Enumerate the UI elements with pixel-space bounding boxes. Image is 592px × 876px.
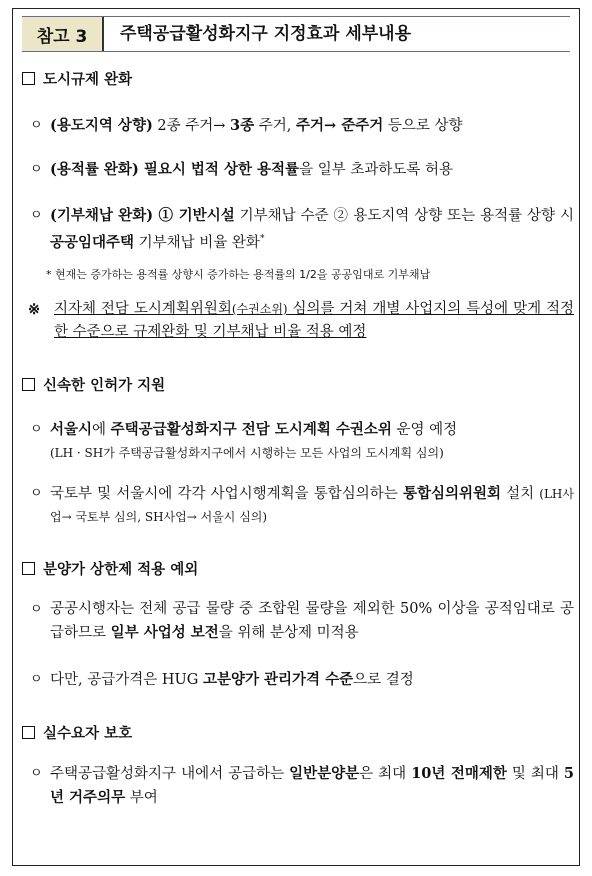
list-item bbox=[30, 762, 574, 810]
footnote-marker: * bbox=[259, 234, 265, 244]
text: 을 일부 초과하도록 허용 bbox=[299, 162, 453, 178]
text: 에 bbox=[92, 422, 111, 438]
bullet-circle-icon: ㅇ bbox=[30, 208, 43, 223]
text: 부여 bbox=[125, 790, 158, 806]
list-item bbox=[30, 204, 574, 255]
checkbox-square-icon bbox=[22, 378, 35, 391]
text: 국토부 및 서울시에 각각 사업시행계획을 통합심의하는 bbox=[50, 486, 403, 502]
footnote: * 현재는 증가하는 용적률 상향시 증가하는 용적률의 1/2을 공공임대로 기부채납 bbox=[46, 268, 431, 281]
text: 기부채납 수준 ② 용도지역 상향 또는 용적률 상향 시 bbox=[234, 208, 574, 224]
reference-note bbox=[28, 298, 574, 344]
text-bold: 통합심의위원회 bbox=[402, 485, 501, 502]
title-badge: 참고 3 bbox=[22, 17, 104, 51]
reference-mark-icon: ※ bbox=[28, 301, 41, 318]
text: 을 위해 분상제 미적용 bbox=[218, 625, 359, 641]
text-small: (LH · SH가 주택공급활성화지구에서 시행하는 모든 사업의 도시계획 심의) bbox=[50, 446, 444, 460]
checkbox-square-icon bbox=[22, 562, 35, 575]
checkbox-square-icon bbox=[22, 726, 35, 739]
page-title: 주택공급활성화지구 지정효과 세부내용 bbox=[120, 24, 412, 44]
text-bold: (용도지역 상향) bbox=[50, 117, 153, 134]
bullet-circle-icon: ㅇ bbox=[30, 766, 43, 781]
text: 2종 주거→ bbox=[152, 118, 231, 134]
text-bold: (기부채납 완화) ① 기반시설 bbox=[50, 207, 235, 224]
text-bold: 3종 bbox=[230, 117, 255, 134]
text: 기부채납 비율 완화 bbox=[134, 234, 260, 251]
text-bold: 서울시 bbox=[50, 421, 93, 438]
text-bold: 10년 전매제한 bbox=[411, 765, 507, 782]
text-bold: 일반분양분 bbox=[289, 765, 360, 782]
text: 지자체 전담 도시계획위원회 bbox=[54, 301, 232, 317]
section-label: 도시규제 완화 bbox=[43, 72, 133, 88]
bullet-circle-icon: ㅇ bbox=[30, 422, 43, 437]
text: 심의를 거쳐 개별 사업지의 특성에 맞게 적정한 수준으로 규제완화 및 기부채납 비율 적용 예정 bbox=[54, 301, 574, 340]
section-heading-4 bbox=[22, 722, 132, 743]
text-bold: 주택공급활성화지구 전담 도시계획 수권소위 bbox=[110, 421, 392, 438]
section-heading-3 bbox=[22, 558, 198, 579]
checkbox-square-icon bbox=[22, 72, 35, 85]
bullet-circle-icon: ㅇ bbox=[30, 118, 43, 133]
text-bold: 주거→ 준주거 bbox=[296, 117, 384, 134]
text-bold: 일부 사업성 보전 bbox=[110, 624, 219, 641]
text: 주택공급활성화지구 내에서 공급하는 bbox=[50, 766, 290, 782]
title-bar bbox=[22, 16, 570, 52]
section-heading-1 bbox=[22, 68, 132, 89]
text-small: (수권소위) bbox=[231, 302, 288, 316]
text-small: (LH사업→ 국토부 심의, SH사업→ 서울시 심의) bbox=[50, 487, 574, 524]
bullet-circle-icon: ㅇ bbox=[30, 602, 43, 617]
bullet-circle-icon: ㅇ bbox=[30, 162, 43, 177]
list-item bbox=[30, 114, 574, 138]
text-bold: (용적률 완화) 필요시 법적 상한 용적률 bbox=[50, 161, 300, 178]
section-heading-2 bbox=[22, 374, 165, 395]
text: 운영 예정 bbox=[391, 422, 458, 438]
text-bold: 5년 거주의무 bbox=[50, 765, 574, 806]
list-item bbox=[30, 418, 574, 465]
section-label: 신속한 인허가 지원 bbox=[43, 378, 166, 394]
text: 다만, 공급가격은 HUG bbox=[50, 672, 203, 688]
text-bold: 고분양가 관리가격 수준 bbox=[202, 671, 354, 688]
text: 설치 bbox=[501, 486, 540, 502]
text: 등으로 상향 bbox=[383, 118, 463, 134]
text-bold: 공공임대주택 bbox=[50, 233, 135, 251]
list-item bbox=[30, 668, 574, 692]
section-label: 실수요자 보호 bbox=[43, 726, 133, 742]
bullet-circle-icon: ㅇ bbox=[30, 486, 43, 501]
text: 은 최대 bbox=[359, 766, 412, 782]
section-label: 분양가 상한제 적용 예외 bbox=[43, 562, 199, 578]
list-item bbox=[30, 158, 574, 182]
text: 공공시행자는 전체 공급 물량 중 조합원 물량을 제외한 50% 이상을 공적임대로 공급하므로 bbox=[50, 601, 574, 641]
list-item bbox=[30, 598, 574, 645]
bullet-circle-icon: ㅇ bbox=[30, 672, 43, 687]
text: 주거, bbox=[254, 118, 296, 134]
list-item bbox=[30, 482, 574, 529]
text: 및 최대 bbox=[506, 766, 564, 782]
text: 으로 결정 bbox=[353, 672, 414, 688]
